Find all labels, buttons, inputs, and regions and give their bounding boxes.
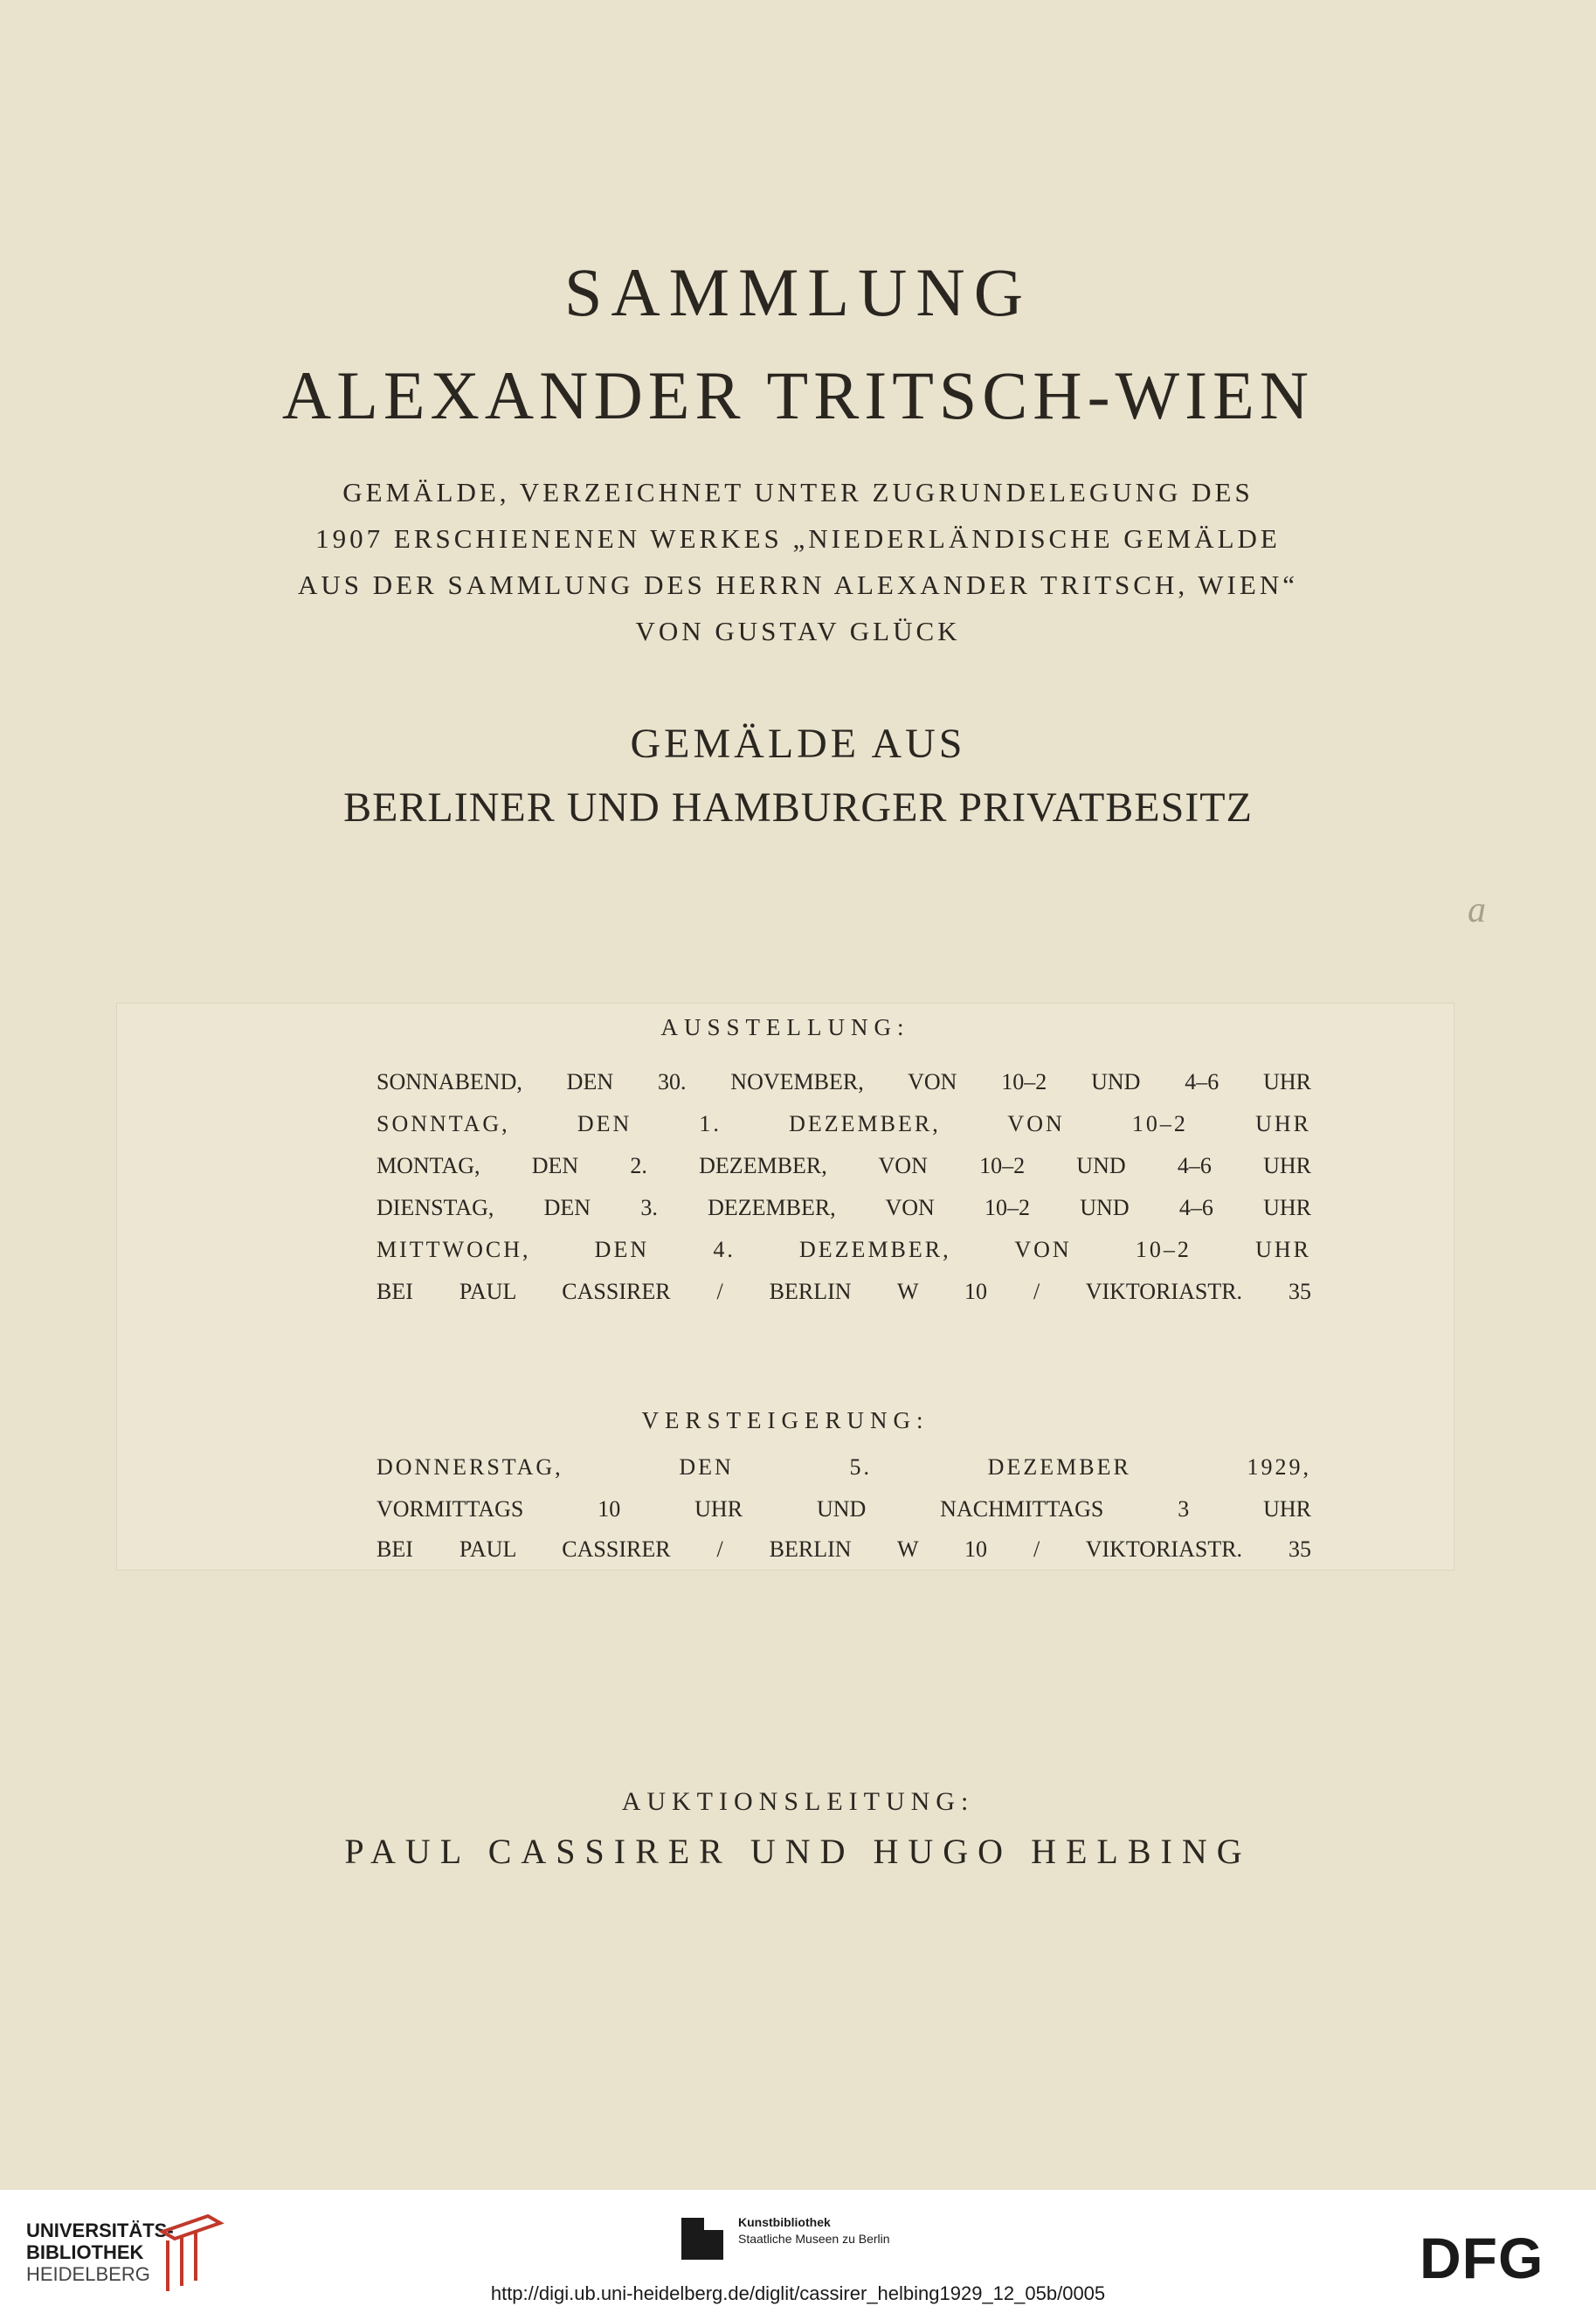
exhibition-line: DIENSTAG, DEN 3. DEZEMBER, VON 10–2 UND 4–6 UHR [377,1195,1311,1220]
kunstbibliothek-name [738,2214,890,2247]
management-label: AUKTIONSLEITUNG: [621,1787,975,1816]
exhibition-line: SONNABEND, DEN 30. NOVEMBER, VON 10–2 UND 4–6 UHR [377,1069,1311,1094]
auction-line: DONNERSTAG, DEN 5. DEZEMBER 1929, [377,1454,1311,1480]
auction-line: BEI PAUL CASSIRER / BERLIN W 10 / VIKTORIASTR. 35 [377,1536,1311,1562]
university-line-1: UNIVERSITÄTS- [26,2220,174,2241]
heading2-line-1: GEMÄLDE AUS [630,721,966,767]
exhibition-line: MONTAG, DEN 2. DEZEMBER, VON 10–2 UND 4–6 UHR [377,1153,1311,1178]
subtitle-line-4: VON GUSTAV GLÜCK [635,616,961,646]
kunstbibliothek-line-1: Kunstbibliothek [738,2215,831,2229]
permalink-url[interactable]: http://digi.ub.uni-heidelberg.de/diglit/cassirer_helbing1929_12_05b/0005 [490,2282,1106,2304]
margin-pencil-mark: a [1468,890,1486,930]
university-library-name [26,2220,174,2285]
subtitle-line-3: AUS DER SAMMLUNG DES HERRN ALEXANDER TRITSCH, WIEN“ [298,570,1298,600]
title-line-2: ALEXANDER TRITSCH-WIEN [281,357,1315,433]
heading2-line-2: BERLINER UND HAMBURGER PRIVATBESITZ [343,784,1253,831]
auction-line: VORMITTAGS 10 UHR UND NACHMITTAGS 3 UHR [377,1496,1311,1522]
exhibition-pasted-slip [116,1003,1454,1571]
subtitle-line-2: 1907 ERSCHIENENEN WERKES „NIEDERLÄNDISCHE GEMÄLDE [315,523,1281,554]
subtitle-line-1: GEMÄLDE, VERZEICHNET UNTER ZUGRUNDELEGUNG DES [342,477,1254,507]
exhibition-line: BEI PAUL CASSIRER / BERLIN W 10 / VIKTORIASTR. 35 [377,1279,1311,1304]
university-line-2: BIBLIOTHEK [26,2241,144,2263]
kunstbibliothek-line-2: Staatliche Museen zu Berlin [738,2232,890,2246]
management-names: PAUL CASSIRER UND HUGO HELBING [344,1832,1252,1871]
dfg-logo: DFG [1420,2226,1544,2290]
title-line-1: SAMMLUNG [563,254,1033,330]
auction-label: VERSTEIGERUNG: [641,1407,929,1433]
digitization-footer [0,2190,1596,2306]
exhibition-line: SONNTAG, DEN 1. DEZEMBER, VON 10–2 UHR [377,1111,1311,1136]
university-line-3: HEIDELBERG [26,2263,150,2285]
kunstbibliothek-logo-icon [678,2214,727,2263]
exhibition-line: MITTWOCH, DEN 4. DEZEMBER, VON 10–2 UHR [377,1237,1311,1262]
exhibition-label: AUSSTELLUNG: [660,1014,910,1040]
